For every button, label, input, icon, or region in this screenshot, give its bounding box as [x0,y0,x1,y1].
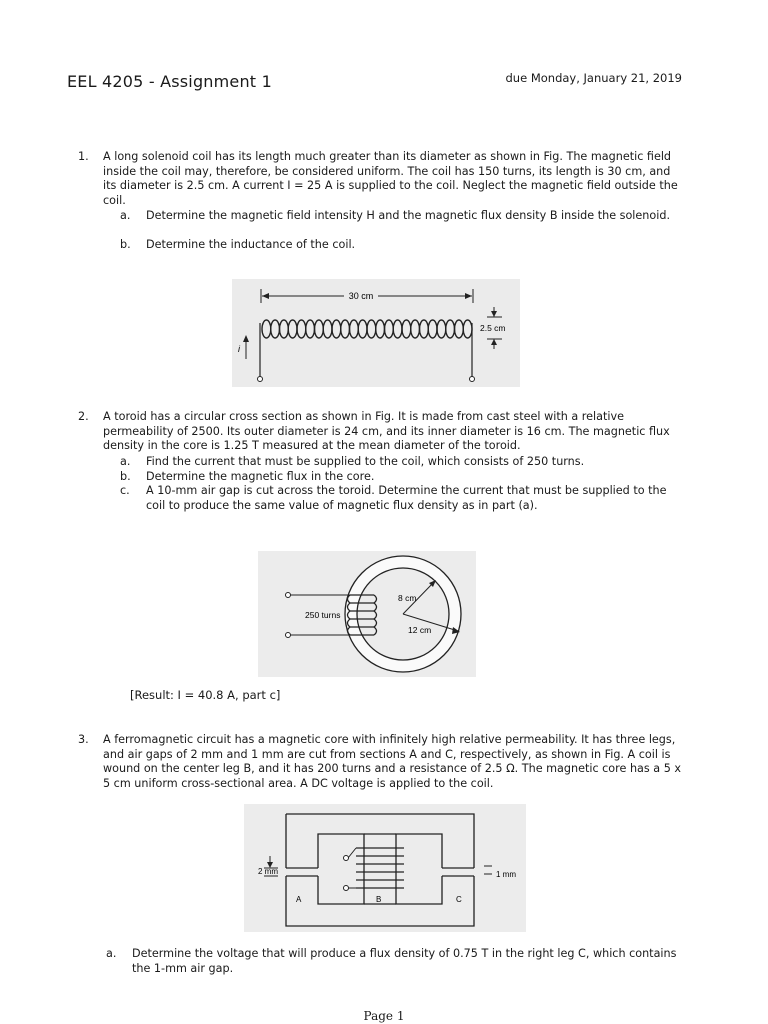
question-number: 2. [78,410,89,423]
part-label: b. [120,470,131,483]
result-note: [Result: I = 40.8 A, part c] [130,688,281,702]
part-label: a. [120,209,131,222]
page-number: Page 1 [363,1009,405,1023]
core-figure [244,804,526,932]
leg-c-label: C [456,895,462,904]
solenoid-figure [232,279,520,387]
part-label: c. [120,484,130,497]
part-label: b. [120,238,131,251]
leg-b-label: B [376,895,382,904]
part-text: Determine the inductance of the coil. [146,238,356,251]
toroid-figure [258,551,476,677]
turns-label: 250 turns [305,610,341,620]
inner-radius-label: 8 cm [398,593,417,603]
part-label: a. [120,455,131,468]
length-label: 30 cm [348,291,374,301]
leg-a-label: A [296,895,302,904]
outer-radius-label: 12 cm [408,625,432,635]
gap-a-label: 2 mm [258,867,278,876]
part-text: Determine the voltage that will produce a flux density of 0.75 T in the right leg C, which contains the 1-mm air gap. [132,947,677,975]
part-label: a. [106,947,117,960]
gap-c-label: 1 mm [496,870,516,879]
part-text: Find the current that must be supplied to the coil, which consists of 250 turns. [146,455,585,468]
part-text: Determine the magnetic flux in the core. [146,470,375,483]
question-text: A toroid has a circular cross section as shown in Fig. It is made from cast steel with a relative permeability of 2500. Its outer diameter is 24 cm, and its inner diameter is 16 cm. The magnetic flux density in the core is 1.25 T measured at the mean diameter of the toroid. [103,410,670,453]
part-text: Determine the magnetic field intensity H and the magnetic flux density B inside the solenoid. [146,209,671,222]
question-text: A long solenoid coil has its length much greater than its diameter as shown in Fig. The magnetic field inside the coil may, therefore, be considered uniform. The coil has 150 turns, its length is 30 cm, and its diameter is 2.5 cm. A current I = 25 A is supplied to the coil. Neglect the magnetic field outside the coil. [103,150,678,207]
diameter-label: 2.5 cm [480,323,506,333]
question-text: A ferromagnetic circuit has a magnetic core with infinitely high relative permeability. It has three legs, and air gaps of 2 mm and 1 mm are cut from sections A and C, respectively, as shown in Fig. A coil is wound on the center leg B, and it has 200 turns and a resistance of 2.5 Ω. The magnetic core has a 5 x 5 cm uniform cross-sectional area. A DC voltage is applied to the coil. [103,733,681,790]
assignment-title: EEL 4205 - Assignment 1 [67,72,272,91]
question-number: 3. [78,733,89,746]
due-date: due Monday, January 21, 2019 [505,71,682,85]
part-text: A 10-mm air gap is cut across the toroid. Determine the current that must be supplied to the coil to produce the same value of magnetic flux density as in part (a). [146,484,667,512]
question-number: 1. [78,150,89,163]
current-label: i [238,344,240,354]
